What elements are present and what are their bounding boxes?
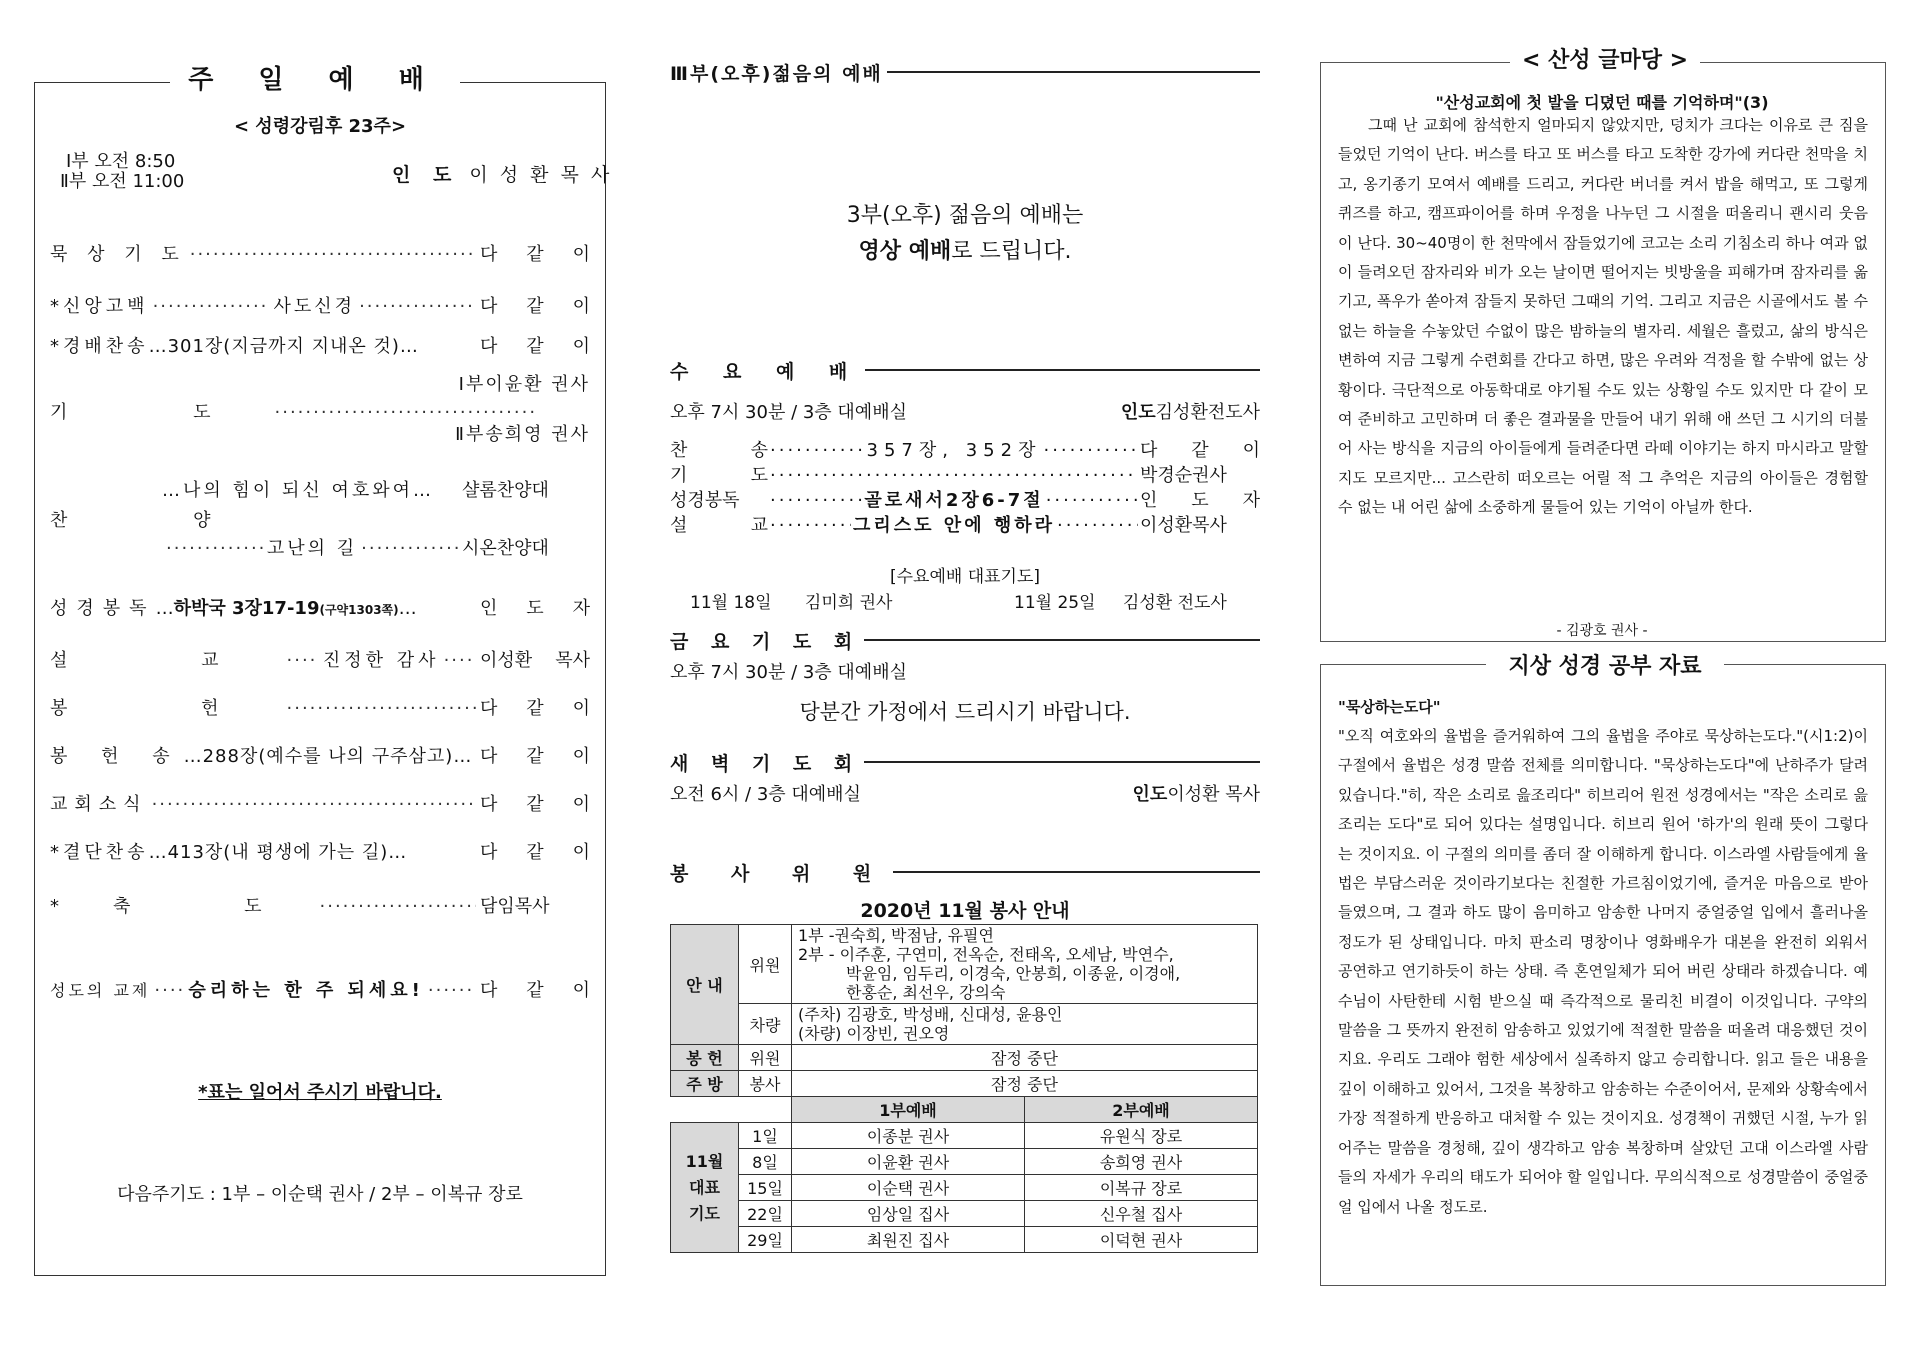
wed-prayer-1-name: 김미희 권사: [804, 593, 893, 613]
youth-service-notice: [670, 198, 1260, 270]
study-header: 지상 성경 공부 자료: [1486, 652, 1724, 682]
duty-cars-list: [792, 1004, 1258, 1045]
youth-notice-line-2: [670, 234, 1260, 270]
dawn-leader-name: 이성환 목사: [1167, 784, 1260, 805]
duty-members-list: [792, 925, 1258, 1004]
reading-note: (구약1303쪽): [319, 603, 399, 617]
order-sermon: [50, 646, 590, 672]
order-hymn-2: [50, 838, 590, 864]
duty-members-line: 1부 -권숙희, 박점남, 유필연: [798, 926, 994, 945]
duty-rep-row: [671, 1149, 1258, 1175]
wed-order-who: 이성환목사: [1140, 515, 1227, 536]
duty-rep-day: 1일: [739, 1123, 792, 1149]
duty-rep-day: 8일: [739, 1149, 792, 1175]
service-time-1: Ⅰ부 오전 8:50: [66, 151, 176, 172]
youth-service-header: [670, 58, 1260, 86]
order-creed: [50, 292, 590, 318]
duty-rep-header: [671, 1097, 1258, 1123]
wed-prayer-heading: [수요예배 대표기도]: [889, 567, 1041, 587]
duty-cars-line: (주차) 김광호, 박성배, 신대성, 윤용인: [798, 1005, 1063, 1024]
study-body: "오직 여호와의 율법을 즐거워하여 그의 율법을 주야로 묵상하는도다."(시1:2)이 구절에서 율법은 성경 말씀 전체를 의미합니다. "묵상하는도다"에 난하주가 달려 있습니다."히, 작은 소리로 읊조리다" 히브리어 원전 성경에서는 "작은 소리로 읊조리는 도다"로 되어 있다는 설명입니다. 히브리 원어 '하가'의 원래 뜻이 그렇다는 것이지요. 이 구절의 의미를 좀더 잘 이해하게 합니다. 이스라엘 사람들에게 율법은 부담스러운 것이라기보다는 친절한 가르침이었기에, 즐거운 마음으로 받아들였으며, 그 결과 하도 많이 음미하고 암송한 나머지 중얼중얼 입에서 흘러나올 정도가 된 상태입니다. 마치 판소리 명창이나 영화배우가 대본을 완전히 외워서 공연하고 연기하듯이 하는 상태. 즉 혼연일체가 되어 버린 상태라 하겠습니다. 예수님이 사탄한테 시험 받으실 때 즉각적으로 물리친 비결이 이것입니다. 구약의 말씀을 그 뜻까지 완전히 암송하고 있었기에 적절한 말씀을 떠올려 대응했던 것이지요. 우리도 그래야 험한 세상에서 실족하지 않고 승리합니다. 읽고 들은 내용을 깊이 이해하고 있어서, 그것을 복창하고 암송하는 수준이어서, 문제와 상황속에서 가장 적절하게 반응하고 대처할 수 있는 것이지요. 성경책이 귀했던 시절, 누가 읽어주는 말씀을 경청해, 깊이 생각하고 암송 복창하며 살았던 고대 이스라엘 사람들의 자세가 우리의 태도가 되어야 할 일입니다. 무의식적으로 성경말씀이 중얼중얼 입에서 나올 정도로.: [1338, 727, 1868, 1216]
anthem-choir-1: 샬롬찬양대: [462, 480, 549, 501]
order-detail: …301장(지금까지 지내온 것)…: [148, 336, 419, 357]
wednesday-time-row: [670, 398, 1260, 424]
dawn-time-row: [670, 780, 1260, 806]
next-week-prayer: 다음주기도 : 1부 – 이순택 권사 / 2부 – 이복규 장로: [117, 1184, 523, 1205]
duty-rep-first: 임상일 집사: [792, 1201, 1025, 1227]
dawn-time: 오전 6시 / 3층 대예배실: [670, 784, 861, 805]
order-label: 성도의 교제: [50, 981, 151, 1000]
order-who: 다 같 이: [480, 244, 590, 265]
order-who: 다 같 이: [480, 842, 590, 863]
wed-prayer-2-name: 김성환 전도사: [1122, 593, 1227, 613]
service-times: [60, 152, 184, 192]
dawn-prayer-title: 새 벽 기 도 회: [670, 749, 864, 776]
essay-title: "산성교회에 첫 발을 디뎠던 때를 기억하며"(3): [1435, 93, 1769, 112]
duty-row-kitchen: [671, 1071, 1258, 1097]
sunday-subtitle: < 성령강림후 23주>: [233, 116, 407, 137]
duty-rep-first: 이윤환 권사: [792, 1149, 1025, 1175]
youth-notice-rest: 로 드립니다.: [951, 239, 1072, 264]
wed-order-who: 다 같 이: [1140, 440, 1260, 461]
duty-rep-row: [671, 1201, 1258, 1227]
wednesday-service-header: [670, 356, 1260, 384]
duty-rep-second: 이복규 장로: [1025, 1175, 1258, 1201]
sunday-leader: [392, 160, 612, 187]
duty-rep-row: [671, 1175, 1258, 1201]
wed-order-hymn: [670, 436, 1260, 462]
duty-kitchen-value: 잠정 중단: [792, 1071, 1258, 1097]
wed-order-detail: 그리스도 안에 행하라: [852, 515, 1056, 536]
sunday-service-title: 주 일 예 배: [170, 58, 460, 102]
wed-prayer-2: [1014, 588, 1227, 613]
duty-members-label: 위원: [739, 925, 792, 1004]
duty-rep-second: 송희영 권사: [1025, 1149, 1258, 1175]
friday-prayer-title: 금 요 기 도 회: [670, 627, 864, 654]
sunday-leader-label: 인 도: [392, 164, 460, 186]
duty-rep-row: [671, 1123, 1258, 1149]
wed-order-reading: [670, 486, 1260, 512]
duty-cars-label: 차량: [739, 1004, 792, 1045]
duty-rep-row: [671, 1227, 1258, 1253]
duty-offering-value: 잠정 중단: [792, 1045, 1258, 1071]
duty-rep-first: 이순택 권사: [792, 1175, 1025, 1201]
duty-rep-day: 22일: [739, 1201, 792, 1227]
duty-table: [670, 924, 1258, 1253]
essay-author: - 김광호 권사 -: [1556, 623, 1648, 639]
duty-kitchen-sub: 봉사: [739, 1071, 792, 1097]
order-who: 다 같 이: [480, 980, 590, 1001]
duty-row-offering: [671, 1045, 1258, 1071]
order-who: 다 같 이: [480, 746, 590, 767]
sunday-leader-name: 이 성 환 목 사: [469, 164, 613, 186]
anthem-row-2: [50, 534, 590, 560]
anthem-row-1: [50, 476, 590, 502]
duty-rep-second: 신우철 집사: [1025, 1201, 1258, 1227]
order-silent-prayer: [50, 240, 590, 266]
order-who: 다 같 이: [480, 336, 590, 357]
reading-passage: 하박국 3장17-19: [173, 598, 320, 619]
friday-notice: 당분간 가정에서 드리시기 바랍니다.: [799, 700, 1131, 724]
duty-cars-line: (차량) 이장빈, 권오영: [798, 1024, 950, 1043]
wed-prayer-2-date: 11월 25일: [1014, 593, 1096, 613]
duty-rep-day: 29일: [739, 1227, 792, 1253]
wed-order-label: 찬 송: [670, 440, 768, 461]
wednesday-leader-label: 인도: [1120, 402, 1156, 423]
wed-prayer-1-date: 11월 18일: [690, 593, 772, 613]
dawn-leader-label: 인도: [1132, 784, 1168, 805]
wednesday-time: 오후 7시 30분 / 3층 대예배실: [670, 402, 907, 423]
wed-order-detail: 357장, 352장: [866, 440, 1042, 461]
duty-rep-first: 최원진 집사: [792, 1227, 1025, 1253]
order-detail: 승리하는 한 주 되세요!: [188, 980, 424, 1001]
youth-notice-line-1: 3부(오후) 젊음의 예배는: [846, 203, 1084, 228]
duty-header-title: 봉 사 위 원: [670, 859, 893, 886]
order-detail: …288장(예수를 나의 구주삼고)…: [183, 746, 473, 767]
wed-prayer-1: [690, 588, 892, 613]
duty-col-first: 1부예배: [792, 1097, 1025, 1123]
wed-order-who: 박경순권사: [1140, 465, 1227, 486]
wed-order-label: 설 교: [670, 515, 768, 536]
duty-rep-label: 11월 대표 기도: [671, 1123, 739, 1253]
order-benediction: [50, 892, 590, 918]
order-reading: 성경봉독 … 하박국 3장17-19 (구약1303쪽) … 인 도 자: [50, 594, 590, 620]
dawn-prayer-header: [670, 748, 1260, 776]
order-who: 인 도 자: [480, 598, 590, 619]
duty-rep-first: 이종분 권사: [792, 1123, 1025, 1149]
order-who: 다 같 이: [480, 794, 590, 815]
duty-kitchen-label: 주 방: [671, 1071, 739, 1097]
order-news: [50, 790, 590, 816]
anthem-song-1: …나의 힘이 되신 여호와여…: [162, 480, 435, 501]
duty-title: 2020년 11월 봉사 안내: [860, 900, 1070, 922]
anthem-song-2: 고난의 길: [266, 538, 358, 559]
duty-offering-sub: 위원: [739, 1045, 792, 1071]
order-who: 이성환 목사: [479, 650, 590, 671]
order-fellowship: [50, 976, 590, 1002]
anthem-label: 찬 양: [50, 510, 271, 531]
prayer-leader-2: Ⅱ부송희영 권사: [455, 424, 590, 445]
order-label: 봉 헌 송: [50, 746, 184, 767]
order-label: 묵 상 기 도: [50, 244, 186, 265]
order-label: 교회소식: [50, 794, 148, 815]
essay-header: < 산성 글마당 >: [1510, 44, 1700, 78]
order-label: *경배찬송: [50, 336, 149, 357]
order-label: *결단찬송: [50, 842, 149, 863]
order-detail: …413장(내 평생에 가는 길)…: [148, 842, 408, 863]
duty-offering-label: 봉 헌: [671, 1045, 739, 1071]
wednesday-service-title: 수 요 예 배: [670, 357, 865, 384]
friday-prayer-header: [670, 626, 1260, 654]
duty-rep-second: 이덕현 권사: [1025, 1227, 1258, 1253]
duty-row-guide-members: [671, 925, 1258, 1004]
duty-rep-second: 유원식 장로: [1025, 1123, 1258, 1149]
youth-service-title: Ⅲ부(오후)젊음의 예배: [670, 59, 887, 86]
duty-col-second: 2부예배: [1025, 1097, 1258, 1123]
wed-order-prayer: [670, 461, 1260, 487]
prayer-leader-1: Ⅰ부이윤환 권사: [458, 374, 590, 395]
order-hymn-1: [50, 332, 590, 358]
duty-row-guide-cars: [671, 1004, 1258, 1045]
friday-time: 오후 7시 30분 / 3층 대예배실: [670, 662, 907, 683]
order-offering-hymn: [50, 742, 590, 768]
order-detail: 사도신경: [273, 296, 356, 317]
youth-notice-bold: 영상 예배: [858, 239, 952, 264]
order-label: 기 도: [50, 402, 271, 423]
order-offering: [50, 694, 590, 720]
wed-order-label: 기 도: [670, 465, 768, 486]
order-who: 다 같 이: [480, 698, 590, 719]
wednesday-leader-name: 김성환전도사: [1155, 402, 1260, 423]
wed-order-sermon: [670, 511, 1260, 537]
order-detail: 진정한 감사: [322, 650, 440, 671]
wed-order-detail: 골로새서2장6-7절: [864, 490, 1044, 511]
order-label: 설 교: [50, 650, 283, 671]
order-who: 다 같 이: [480, 296, 590, 317]
anthem-choir-2: 시온찬양대: [462, 538, 549, 559]
wed-order-who: 인 도 자: [1140, 490, 1260, 511]
duty-members-line: 2부 - 이주훈, 구연미, 전옥순, 전태옥, 오세남, 박연수,: [798, 945, 1174, 964]
duty-members-line: 한홍순, 최선우, 강의숙: [846, 983, 1006, 1002]
wed-order-label: 성경봉독: [670, 490, 740, 511]
order-label: 봉 헌: [50, 698, 283, 719]
order-label: 성경봉독: [50, 598, 156, 619]
duty-guide-label: 안 내: [671, 925, 739, 1045]
order-label: *신앙고백: [50, 296, 149, 317]
essay-body: 그때 난 교회에 참석한지 얼마되지 않았지만, 덩치가 크다는 이유로 큰 짐을 들었던 기억이 난다. 버스를 타고 또 버스를 타고 도착한 강가에 커다란 천막을 치고, 옹기종기 모여서 예배를 드리고, 커다란 버너를 켜서 밥을 해먹고, 또 그렇게 퀴즈를 하고, 캠프파이어를 하며 우정을 나누던 그 시절을 떠올리니 괜시리 웃음이 난다. 30~40명이 한 천막에서 잠들었기에 코고는 소리 기침소리 하나 여과 없이 들려오던 잠자리와 비가 오는 날이면 떨어지는 빗방울을 피해가며 잠자리를 옮기고, 폭우가 쏟아져 잠들지 못하던 그때의 기억. 그리고 지금은 시골에서도 볼 수 없는 하늘을 수놓았던 수없이 많은 밤하늘의 별자리. 세월은 흘렀고, 삶의 방식은 변하여 지금 그렇게 수련회를 간다고 하면, 많은 우려와 걱정을 할 수밖에 없는 상황이다. 극단적으로 아동학대로 야기될 수도 있는 상황일 수도 있지만 다 같이 모여 준비하고 고민하며 더 좋은 결과물을 만들어 내기 위해 애 쓰던 그 시기의 더불어 사는 방식을 지금의 아이들에게 들려준다면 라떼 이야기는 하지 마시라고 말할지도 모르지만... 고스란히 떠오르는 어릴 적 그 추억은 지금의 아이들은 경험할 수 없는 내 어린 삶에 소중하게 물들어 있는 기억이 아닐까 한다.: [1338, 116, 1868, 517]
study-title: "묵상하는도다": [1338, 698, 1441, 716]
duty-header: [670, 858, 1260, 886]
order-label: *축 도: [50, 896, 316, 917]
order-who: 담임목사: [480, 896, 550, 917]
standing-note: *표는 일어서 주시기 바랍니다.: [198, 1082, 442, 1103]
duty-rep-day: 15일: [739, 1175, 792, 1201]
service-time-2: Ⅱ부 오전 11:00: [60, 171, 185, 192]
duty-members-line: 박윤임, 임두리, 이경숙, 안봉희, 이종윤, 이경애,: [846, 964, 1181, 983]
